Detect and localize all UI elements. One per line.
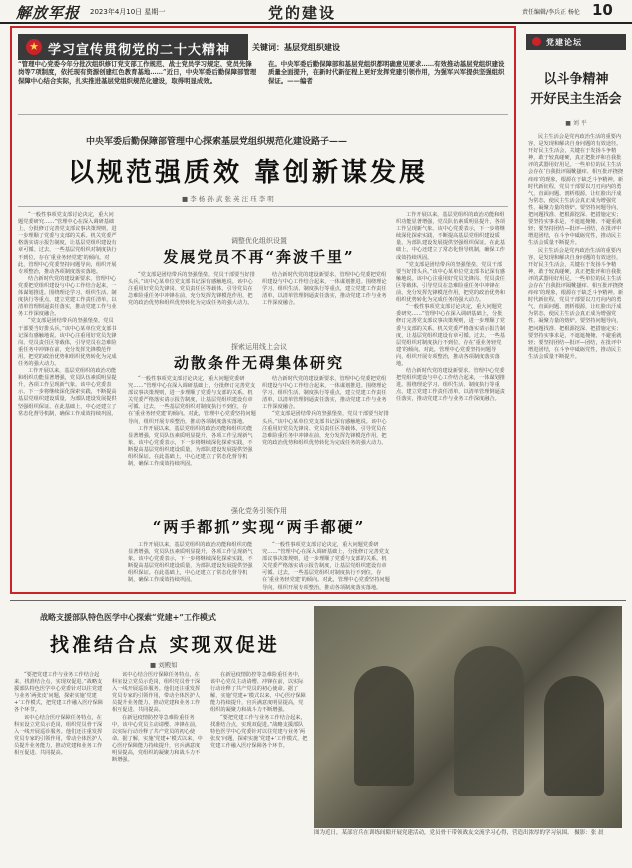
star-badge-icon <box>532 37 541 46</box>
editor-intro <box>18 60 508 112</box>
lower-kicker: 战略支援部队特色医学中心探索“党建+”工作模式 <box>40 612 216 622</box>
subsection-heading-1: 调整优化组织设置 发展党员不再“奔波千里” <box>163 237 355 266</box>
newspaper-logo: 解放军报 <box>16 4 81 22</box>
editors-credit: 责任编辑/李兵正 杨伦 <box>522 9 580 16</box>
lower-headline: 找准结合点 实现双促进 <box>50 634 280 656</box>
body-column-d: 工作开展以来，基层党组织的政治功能和组织功能显著增强，党员队伍素质明显提升，各项工作呈现新气象。该中心党委表示，下一步将继续深化探索实践，不断提高基层党组织建设质量，为部队建设发展提供坚强组织保证。在此基础上，中心还建立了常态化督导机制，确保工作成效持续巩固。 “党支部是团结带兵的坚强堡垒，党员干部要当好排头兵。”该中心某单位党支部书记深有感触地说。该中心注重用好党员先锋岗、党员责任区等载体，引导党员在急难险重任务中冲锋在前，充分发挥先锋模范作用，把党的政治优势和组织优势转化为完成任务的强大动力。 “一般性事项党支部讨论决定，重大问题党委研究……”管理中心在深入调研基础上，分批修订完善党支部议事决策规则，进一步理顺了党委与支部的关系。机关党委严格落实请示报告制度，让基层党组织建设有章可循。过去，一些基层党组织对制度执行不到位，存在‘重业务轻党建’的倾向。对此，管理中心党委坚持问题导向，组织开展专项整治，推动各项制度落实落地。 结合新时代党的建设新要求，管理中心党委把党组织建设与中心工作结合起来，一体谋划推进。围绕理论学习、组织生活、制度执行等重点，建立党建工作责任清单，以清单管理倒逼责任落实，推动党建工作与业务工作深度融合。 <box>396 212 505 403</box>
lower-column-2: 该中心结合医疗保障任务特点，在科室设立党员示范岗，组织党员骨干深入一线开展巡诊服务。他们还注重发挥党员专家的引领作用，带动全体医护人员提升业务能力，推动党建和业务工作相互促进、共同提高。 在新冠疫情防控等急难险重任务中，该中心党员主动请缨、冲锋在前，以实际行动诠释了共产党员的初心使命。据了解，实施‘党建+’模式以来，中心医疗保障能力持续提升，官兵满意度明显提高，党组织的凝聚力和战斗力不断增强。 <box>112 672 203 764</box>
news-photo <box>314 606 622 828</box>
intro-column-1: “管理中心党委今年分批次组织修订党支部工作规范、战士党员学习规定、党员先锋岗等7项制度，依托现有资源创建红色教育基地……”近日，中央军委后勤保障部管理保障中心结合实际，扎实推进基层党组织规范化建设，取得明显成效。 <box>18 60 257 85</box>
sidebar-title: 以斗争精神 开好民主生活会 <box>530 72 622 107</box>
sidebar-header-label: 党建论坛 <box>546 38 582 47</box>
keyword-label: 关键词：基层党组织建设 <box>252 43 340 52</box>
divider <box>18 114 508 115</box>
lower-byline: ■ 刘殿如 <box>150 661 178 669</box>
body-column-b3: 工作开展以来，基层党组织的政治功能和组织功能显著增强，党员队伍素质明显提升，各项工作呈现新气象。该中心党委表示，下一步将继续深化探索实践，不断提高基层党组织建设质量，为部队建设发展提供坚强组织保证。在此基础上，中心还建立了常态化督导机制，确保工作成效持续巩固。 <box>128 542 253 584</box>
party-emblem-icon: ★ <box>26 39 42 55</box>
photo-caption: 图为近日，某部官兵在训练间隙开展党建活动，党员骨干带领战友交流学习心得，营造出浓厚的学习氛围。 摄影：张 晨 <box>314 830 604 836</box>
body-column-b1: “党支部是团结带兵的坚强堡垒，党员干部要当好排头兵。”该中心某单位党支部书记深有感触地说。该中心注重用好党员先锋岗、党员责任区等载体，引导党员在急难险重任务中冲锋在前，充分发挥先锋模范作用，把党的政治优势和组织优势转化为完成任务的强大动力。 <box>128 272 255 307</box>
body-column-c3: “一般性事项党支部讨论决定，重大问题党委研究……”管理中心在深入调研基础上，分批修订完善党支部议事决策规则，进一步理顺了党委与支部的关系。机关党委严格落实请示报告制度，让基层党组织建设有章可循。过去，一些基层党组织对制度执行不到位，存在‘重业务轻党建’的倾向。对此，管理中心党委坚持问题导向，组织开展专项整治，推动各项制度落实落地。 <box>262 542 390 591</box>
sidebar-commentary <box>526 26 626 594</box>
divider <box>18 206 508 207</box>
column-banner <box>18 34 248 60</box>
subsection-heading-3: 强化党务引领作用 “两手都抓”实现“两手都硬” <box>152 507 366 536</box>
subsection-heading-2: 探索运用线上会议 动散条件无碍集体研究 <box>173 343 344 372</box>
body-column-b2: “一般性事项党支部讨论决定，重大问题党委研究……”管理中心在深入调研基础上，分批修订完善党支部议事决策规则，进一步理顺了党委与支部的关系。机关党委严格落实请示报告制度，让基层党组织建设有章可循。过去，一些基层党组织对制度执行不到位，存在‘重业务轻党建’的倾向。对此，管理中心党委坚持问题导向，组织开展专项整治，推动各项制度落实落地。 工作开展以来，基层党组织的政治功能和组织功能显著增强，党员队伍素质明显提升，各项工作呈现新气象。该中心党委表示，下一步将继续深化探索实践，不断提高基层党组织建设质量，为部队建设发展提供坚强组织保证。在此基础上，中心还建立了常态化督导机制，确保工作成效持续巩固。 <box>128 376 256 468</box>
page-number: 10 <box>592 1 613 19</box>
soldier-figure <box>454 646 524 796</box>
divider <box>10 600 626 601</box>
intro-column-2: 在。中央军委后勤保障部和基层党组织都明确意见要求……有效推动基层党组织建设质量全面提升，在新时代新征程上更好发挥党建引领作用，为强军兴军提供坚强组织保证。——编者 <box>268 60 505 85</box>
body-column-c1: 结合新时代党的建设新要求，管理中心党委把党组织建设与中心工作结合起来，一体谋划推进。围绕理论学习、组织生活、制度执行等重点，建立党建工作责任清单，以清单管理倒逼责任落实，推动党建工作与业务工作深度融合。 <box>262 272 387 307</box>
soldier-figure <box>544 676 604 796</box>
body-column-a: “一般性事项党支部讨论决定，重大问题党委研究……”管理中心在深入调研基础上，分批修订完善党支部议事决策规则，进一步理顺了党委与支部的关系。机关党委严格落实请示报告制度，让基层党组织建设有章可循。过去，一些基层党组织对制度执行不到位，存在‘重业务轻党建’的倾向。对此，管理中心党委坚持问题导向，组织开展专项整治，推动各项制度落实落地。 结合新时代党的建设新要求，管理中心党委把党组织建设与中心工作结合起来，一体谋划推进。围绕理论学习、组织生活、制度执行等重点，建立党建工作责任清单，以清单管理倒逼责任落实，推动党建工作与业务工作深度融合。 “党支部是团结带兵的坚强堡垒，党员干部要当好排头兵。”该中心某单位党支部书记深有感触地说。该中心注重用好党员先锋岗、党员责任区等载体，引导党员在急难险重任务中冲锋在前，充分发挥先锋模范作用，把党的政治优势和组织优势转化为完成任务的强大动力。 工作开展以来，基层党组织的政治功能和组织功能显著增强，党员队伍素质明显提升，各项工作呈现新气象。该中心党委表示，下一步将继续深化探索实践，不断提高基层党组织建设质量，为部队建设发展提供坚强组织保证。在此基础上，中心还建立了常态化督导机制，确保工作成效持续巩固。 <box>18 212 117 417</box>
lower-column-1: “要把党建工作与业务工作结合起来，找准结合点，实现双促进。”战略支援部队特色医学中心党委针对以往党建与业务‘两张皮’问题，探索实施‘党建+’工作模式，把党建工作融入医疗保障各个环节。 该中心结合医疗保障任务特点，在科室设立党员示范岗，组织党员骨干深入一线开展巡诊服务。他们还注重发挥党员专家的引领作用，带动全体医护人员提升业务能力，推动党建和业务工作相互促进、共同提高。 <box>14 672 103 757</box>
soldier-figure <box>354 666 414 786</box>
main-kicker: 中央军委后勤保障部管理中心探索基层党组织规范化建设路子—— <box>86 137 348 147</box>
main-byline: ■ 李 杨 孙 武 张 英 汪 珏 李 明 <box>182 195 274 203</box>
lower-column-3: 在新冠疫情防控等急难险重任务中，该中心党员主动请缨、冲锋在前，以实际行动诠释了共产党员的初心使命。据了解，实施‘党建+’模式以来，中心医疗保障能力持续提升，官兵满意度明显提高，党组织的凝聚力和战斗力不断增强。 “要把党建工作与业务工作结合起来，找准结合点，实现双促进。”战略支援部队特色医学中心党委针对以往党建与业务‘两张皮’问题，探索实施‘党建+’工作模式，把党建工作融入医疗保障各个环节。 <box>210 672 308 749</box>
section-title: 党的建设 <box>268 4 337 22</box>
sidebar-author: ■ 刘 平 <box>565 120 587 127</box>
issue-date: 2023年4月10日 星期一 <box>90 8 166 16</box>
sidebar-header <box>526 34 626 50</box>
column-banner-title: 学习宣传贯彻党的二十大精神 <box>48 43 231 58</box>
body-column-c2: 结合新时代党的建设新要求，管理中心党委把党组织建设与中心工作结合起来，一体谋划推进。围绕理论学习、组织生活、制度执行等重点，建立党建工作责任清单，以清单管理倒逼责任落实，推动党建工作与业务工作深度融合。 “党支部是团结带兵的坚强堡垒，党员干部要当好排头兵。”该中心某单位党支部书记深有感触地说。该中心注重用好党员先锋岗、党员责任区等载体，引导党员在急难险重任务中冲锋在前，充分发挥先锋模范作用，把党的政治优势和组织优势转化为完成任务的强大动力。 <box>262 376 389 446</box>
masthead <box>0 0 632 24</box>
main-headline: 以规范强质效 靠创新谋发展 <box>68 158 429 188</box>
sidebar-body: 民主生活会是党内政治生活的重要内容，是发现和解决自身问题的有效途径。开好民主生活会，关键在于发扬斗争精神，敢于较真碰硬，真正把批评和自我批评的武器用好用足。一些单位的民主生活会存在‘自我批评隔靴搔痒、相互批评挠挠痒痒’的现象，根源在于缺乏斗争精神。新时代新征程，党员干部要以刀刃向内的勇气，直面问题、剖析根源，让红脸出汗成为常态，使民主生活会真正成为增强党性、凝聚力量的熔炉。要坚持问题导向，把问题找准、把根源挖深、把措施定实；要坚持实事求是，不遮遮掩掩、不避重就轻；要坚持团结—批评—团结，在批评中增进团结，在斗争中砥砺党性，推动民主生活会质量不断提升。 民主生活会是党内政治生活的重要内容，是发现和解决自身问题的有效途径。开好民主生活会，关键在于发扬斗争精神，敢于较真碰硬，真正把批评和自我批评的武器用好用足。一些单位的民主生活会存在‘自我批评隔靴搔痒、相互批评挠挠痒痒’的现象，根源在于缺乏斗争精神。新时代新征程，党员干部要以刀刃向内的勇气，直面问题、剖析根源，让红脸出汗成为常态，使民主生活会真正成为增强党性、凝聚力量的熔炉。要坚持问题导向，把问题找准、把根源挖深、把措施定实；要坚持实事求是，不遮遮掩掩、不避重就轻；要坚持团结—批评—团结，在批评中增进团结，在斗争中砥砺党性，推动民主生活会质量不断提升。 <box>528 134 624 360</box>
